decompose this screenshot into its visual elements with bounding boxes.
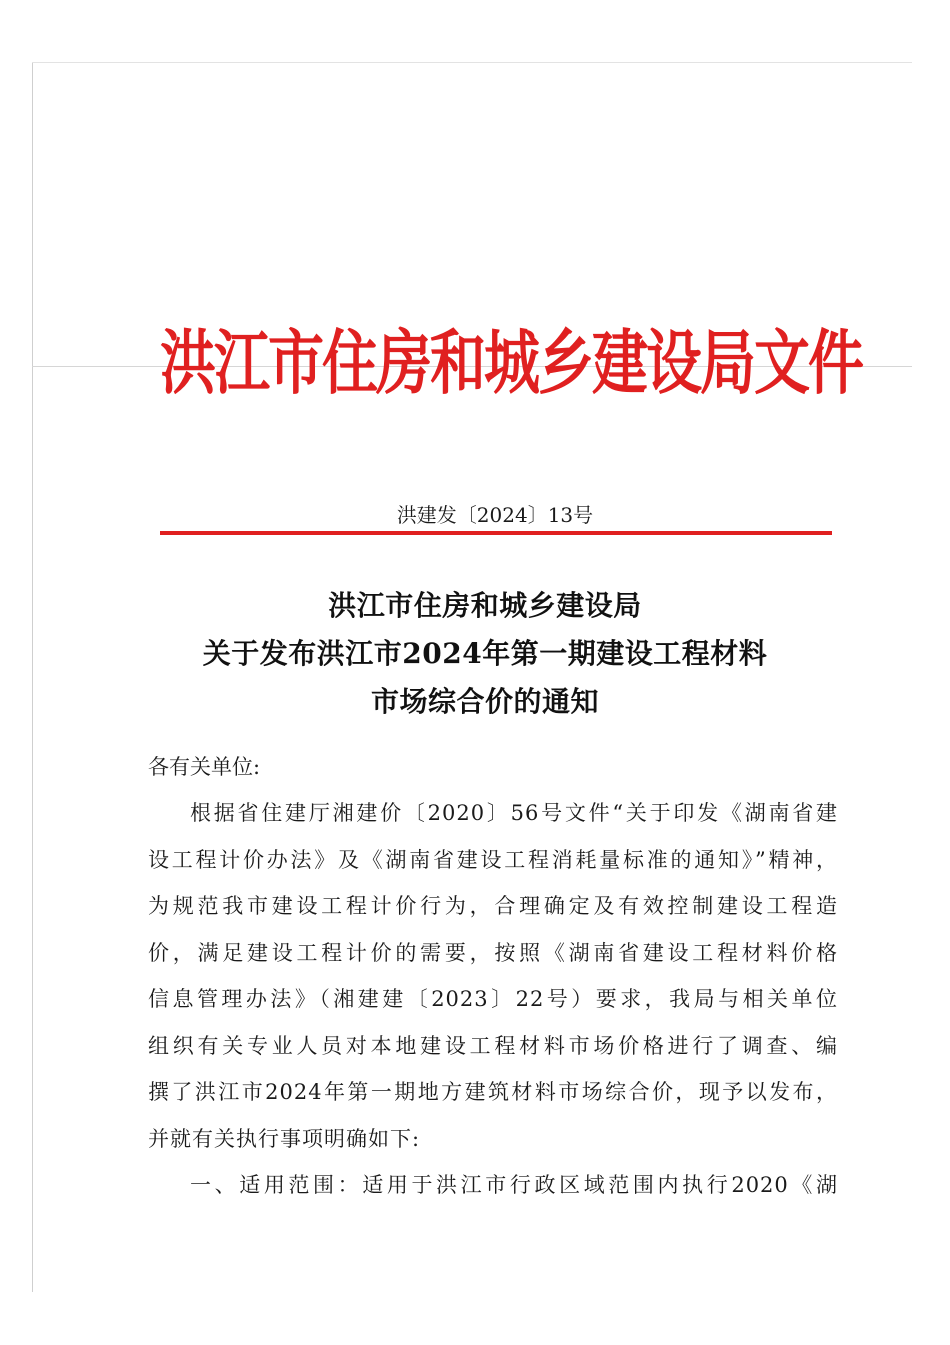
body-line: 根据省住建厅湘建价〔2020〕56号文件“关于印发《湖南省建 <box>190 801 838 825</box>
document-number: 洪建发〔2024〕13号 <box>396 503 594 527</box>
body-line: 价，满足建设工程计价的需要，按照《湖南省建设工程材料价格 <box>148 940 838 965</box>
title-line: 市场综合价的通知 <box>370 685 599 718</box>
body-line: 一、适用范围：适用于洪江市行政区域范围内执行2020《湖 <box>190 1173 838 1197</box>
red-divider-rule <box>160 531 832 535</box>
body-line: 并就有关执行事项明确如下: <box>148 1126 421 1151</box>
body-line: 信息管理办法》（湘建建〔2023〕22号）要求，我局与相关单位 <box>148 987 838 1011</box>
body-line: 为规范我市建设工程计价行为，合理确定及有效控制建设工程造 <box>148 894 838 918</box>
body-line: 组织有关专业人员对本地建设工程材料市场价格进行了调查、编 <box>148 1033 838 1058</box>
salutation: 各有关单位: <box>148 755 261 779</box>
notice-title <box>120 582 850 726</box>
masthead-title: 洪江市住房和城乡建设局文件 <box>160 321 862 405</box>
scan-edge-left <box>32 62 33 1292</box>
title-line: 关于发布洪江市2024年第一期建设工程材料 <box>202 637 768 670</box>
body-line: 撰了洪江市2024年第一期地方建筑材料市场综合价，现予以发布， <box>148 1080 838 1104</box>
title-line: 洪江市住房和城乡建设局 <box>328 589 642 622</box>
scan-edge-top <box>32 62 912 63</box>
body-line: 设工程计价办法》及《湖南省建设工程消耗量标准的通知》”精神， <box>148 847 838 872</box>
body-paragraph <box>148 790 838 1209</box>
